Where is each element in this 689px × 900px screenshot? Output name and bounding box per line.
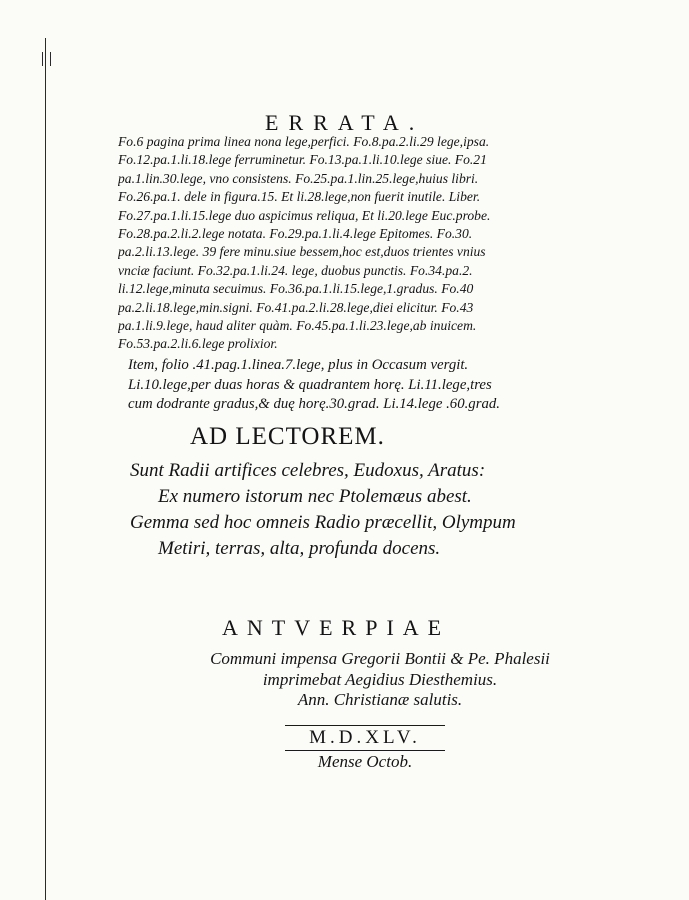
errata-addendum-line: Li.10.lege,per duas horas & quadrantem horę. Li.11.lege,tres	[128, 376, 492, 393]
poem-line: Metiri, terras, alta, profunda docens.	[158, 538, 441, 559]
errata-line: pa.1.lin.30.lege, vno consistens. Fo.25.pa.1.lin.25.lege,huius libri.	[118, 170, 479, 186]
errata-heading: ERRATA.	[265, 110, 425, 135]
poem-line: Gemma sed hoc omneis Radio præcellit, Olympum	[130, 512, 516, 533]
errata-addendum	[128, 356, 598, 415]
errata-line: pa.2.li.18.lege,min.signi. Fo.41.pa.2.li.28.lege,diei elicitur. Fo.43	[118, 299, 474, 315]
imprint-line: Communi impensa Gregorii Bontii & Pe. Phalesii	[210, 649, 550, 668]
errata-line: Fo.28.pa.2.li.2.lege notata. Fo.29.pa.1.li.4.lege Epitomes. Fo.30.	[118, 226, 473, 242]
errata-line: pa.2.li.13.lege. 39 fere minu.siue bessem,hoc est,duos trientes vnius	[118, 244, 486, 260]
gutter-mark	[42, 52, 51, 66]
errata-line: li.12.lege,minuta secuimus. Fo.36.pa.1.li.15.lege,1.gradus. Fo.40	[118, 281, 474, 297]
dedicatory-poem	[130, 458, 600, 562]
errata-line: Fo.12.pa.1.li.18.lege ferruminetur. Fo.13.pa.1.li.10.lege siue. Fo.21	[118, 152, 487, 168]
errata-line: pa.1.li.9.lege, haud aliter quàm. Fo.45.pa.1.li.23.lege,ab inuicem.	[118, 318, 477, 334]
errata-line: Fo.53.pa.2.li.6.lege prolixior.	[118, 336, 278, 352]
errata-line: vnciæ faciunt. Fo.32.pa.1.li.24. lege, duobus punctis. Fo.34.pa.2.	[118, 262, 473, 278]
errata-line: Fo.27.pa.1.li.15.lege duo aspicimus reliqua, Et li.20.lege Euc.probe.	[118, 207, 491, 223]
errata-line: Fo.26.pa.1. dele in figura.15. Et li.28.lege,non fuerit inutile. Liber.	[118, 189, 481, 205]
poem-line: Ex numero istorum nec Ptolemæus abest.	[158, 486, 472, 507]
imprint-city: ANTVERPIAE	[222, 615, 451, 640]
ad-lectorem-heading: AD LECTOREM.	[190, 423, 385, 450]
errata-list	[118, 133, 600, 354]
errata-addendum-line: cum dodrante gradus,& duę horę.30.grad. Li.14.lege .60.grad.	[128, 396, 500, 412]
imprint-month: Mense Octob.	[317, 752, 413, 771]
imprint-year: M.D.XLV.	[285, 725, 445, 751]
imprint-line: imprimebat Aegidius Diesthemius.	[262, 669, 498, 689]
imprint-block	[0, 649, 689, 711]
errata-addendum-line: Item, folio .41.pag.1.linea.7.lege, plus in Occasum vergit.	[128, 357, 469, 373]
imprint-line: Ann. Christianæ salutis.	[297, 690, 463, 709]
poem-line: Sunt Radii artifices celebres, Eudoxus, Aratus:	[130, 460, 486, 481]
errata-line: Fo.6 pagina prima linea nona lege,perfici. Fo.8.pa.2.li.29 lege,ipsa.	[118, 134, 490, 149]
